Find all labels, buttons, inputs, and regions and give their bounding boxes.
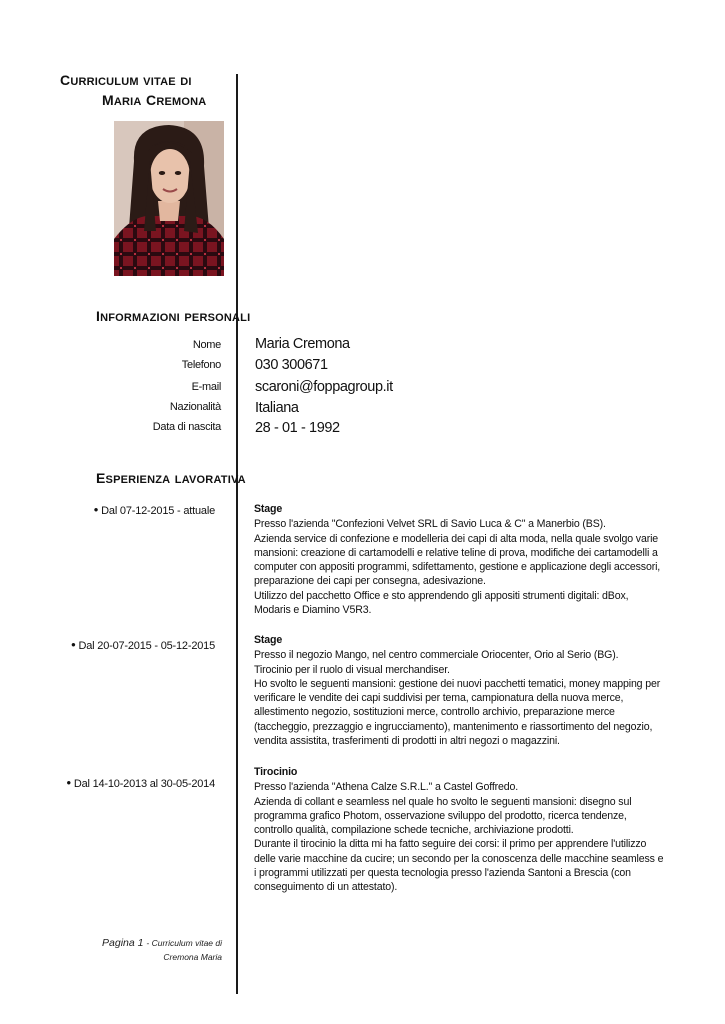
job-paragraph: Durante il tirocinio la ditta mi ha fatto seguire dei corsi: il primo per apprendere l'utilizzo delle varie macchine da cucire; un secondo per la conoscenza delle macchine seamless e i programmi utilizzati per questa tecnologia presso l'azienda Santoni a Brescia (con conseguimento di un attestato). <box>254 838 664 894</box>
label-data-nascita: Data di nascita <box>152 421 221 433</box>
value-nazionalita: Italiana <box>255 400 299 416</box>
value-data-nascita: 28 - 01 - 1992 <box>255 420 340 436</box>
cv-title-1: CURRICULUM VITAE DI <box>60 72 192 88</box>
job-role: Tirocinio <box>254 766 298 778</box>
job-paragraph: Azienda service di confezione e modelleria dei capi di alta moda, nella quale svolgo varie mansioni: creazione di cartamodelli e relative teline di prova, modifiche dei cartamodelli a computer con appositi programmi, sdifettamento, gestione e applicazione degli accessori, preparazione dei capi per consegna, adesivazione. <box>254 532 661 588</box>
label-email: E-mail <box>191 381 221 393</box>
job-date-2 <box>71 637 215 652</box>
job-date-3 <box>66 775 215 790</box>
cv-title-line1 <box>60 72 192 90</box>
footer-doc-line1: - Curriculum vitae di <box>146 938 222 948</box>
value-nome: Maria Cremona <box>255 336 350 352</box>
page-number: 1 <box>137 937 144 949</box>
experience-title: ESPERIENZA LAVORATIVA <box>96 470 246 486</box>
job-paragraph: Ho svolto le seguenti mansioni: gestione dei nuovi pacchetti tematici, money mapping per verificare le vendite dei capi suddivisi per tema, campionatura della nuova merce, allestimento negozio, sostituzioni merce, controllo archivio, preparazione merce (taccheggio, prezzaggio e ingrucciamento), mantenimento e riassortimento del negozio, vendita assistita, trasferimenti di prodotti in altri negozi o magazzini. <box>254 677 661 748</box>
job-paragraph: Tirocinio per il ruolo di visual merchandiser. <box>254 663 450 676</box>
job-paragraph: Utilizzo del pacchetto Office e sto apprendendo gli appositi strumenti digitali: dBox, Modaris e Diamino V5R3. <box>254 589 629 617</box>
footer-doc-line2: Cremona Maria <box>163 952 222 962</box>
label-telefono: Telefono <box>181 359 221 371</box>
job-date-text: Dal 14-10-2013 al 30-05-2014 <box>73 778 215 790</box>
section-title-experience <box>96 470 246 488</box>
job-role: Stage <box>254 503 283 515</box>
portrait-image <box>114 121 224 276</box>
job-date-text: Dal 07-12-2015 - attuale <box>101 505 215 517</box>
cv-title-2: MARIA CREMONA <box>102 92 207 108</box>
personal-title: INFORMAZIONI PERSONALI <box>96 308 251 324</box>
job-entry-2 <box>254 633 664 748</box>
label-nome: Nome <box>192 339 221 351</box>
job-entry-3 <box>254 765 664 895</box>
column-divider <box>236 74 238 994</box>
job-role: Stage <box>254 634 283 646</box>
value-email[interactable]: scaroni@foppagroup.it <box>255 379 393 395</box>
bullet-icon: • <box>66 775 71 790</box>
job-paragraph: Presso l'azienda "Confezioni Velvet SRL di Savio Luca & C" a Manerbio (BS). <box>254 518 606 531</box>
section-title-personal <box>96 308 250 326</box>
job-entry-1 <box>254 502 664 617</box>
page-label: Pagina <box>102 937 135 949</box>
job-paragraph: Presso l'azienda "Athena Calze S.R.L." a Castel Goffredo. <box>254 781 519 794</box>
profile-photo <box>114 121 224 276</box>
page-footer <box>102 936 222 964</box>
job-date-1 <box>94 502 215 517</box>
job-paragraph: Presso il negozio Mango, nel centro commerciale Oriocenter, Orio al Serio (BG). <box>254 649 619 662</box>
cv-title-line2 <box>102 92 206 110</box>
job-date-text: Dal 20-07-2015 - 05-12-2015 <box>78 640 215 652</box>
job-paragraph: Azienda di collant e seamless nel quale ho svolto le seguenti mansioni: disegno sul programma grafico Photom, osservazione sviluppo del prodotto, ricerca tendenze, controllo qualità, compilazione schede tecniche, archiviazione prodotti. <box>254 795 632 837</box>
value-telefono: 030 300671 <box>255 357 328 373</box>
bullet-icon: • <box>93 502 99 517</box>
label-nazionalita: Nazionalità <box>169 401 221 413</box>
bullet-icon: • <box>71 637 76 652</box>
